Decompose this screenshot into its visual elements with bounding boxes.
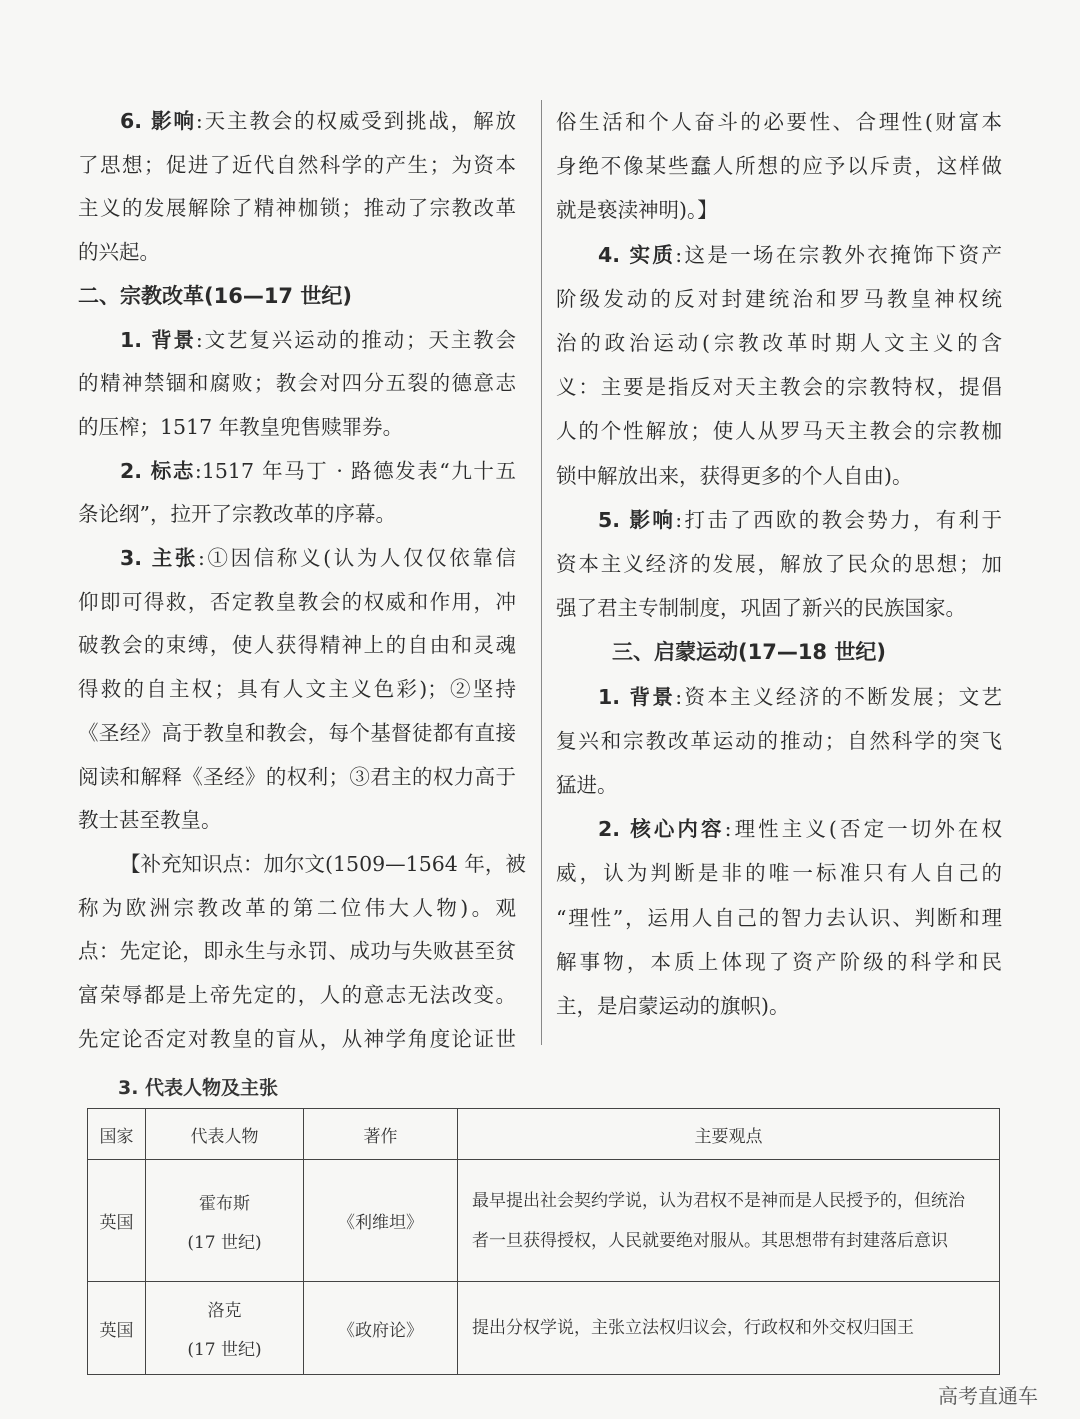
person-era: (17 世纪) — [187, 1232, 262, 1253]
label: 5. 影响 — [598, 507, 676, 532]
text-line: 教士甚至教皇。 — [78, 808, 222, 833]
label: 1. 背景 — [598, 684, 676, 709]
person-era: (17 世纪) — [187, 1340, 262, 1360]
table-title: 3. 代表人物及主张 — [118, 1077, 279, 1099]
text-line: 解事物，本质上体现了资产阶级的科学和民 — [556, 949, 1002, 974]
text-line: 猛进。 — [556, 773, 618, 798]
label: 2. 核心内容 — [598, 817, 725, 842]
section-heading-reformation: 二、宗教改革(16—17 世纪) — [78, 283, 352, 308]
text-line: 俗生活和个人奋斗的必要性、合理性(财富本 — [556, 110, 1002, 134]
text-line: 先定论否定对教皇的盲从，从神学角度论证世 — [78, 1026, 516, 1051]
text-line: 的压榨；1517 年教皇兜售赎罪券。 — [78, 414, 404, 439]
text-line: 阅读和解释《圣经》的权利；③君主的权力高于 — [78, 764, 516, 789]
paragraph-impact — [556, 498, 1002, 542]
text: :1517 年马丁 · 路德发表“九十五 — [194, 458, 516, 483]
text: :打击了西欧的教会势力，有利于 — [675, 507, 1002, 532]
label: 1. 背景 — [120, 327, 196, 352]
view-line: 最早提出社会契约学说，认为君权不是神而是人民授予的，但统治 — [472, 1190, 965, 1211]
cell-country: 英国 — [88, 1282, 146, 1375]
view-line: 者一旦获得授权，人民就要绝对服从。其思想带有封建落后意识 — [472, 1230, 948, 1251]
text: :这是一场在宗教外衣掩饰下资产 — [675, 242, 1002, 267]
text-line: 条论纲”，拉开了宗教改革的序幕。 — [78, 502, 396, 527]
cell-view — [458, 1160, 1000, 1282]
header-work: 著作 — [304, 1109, 458, 1160]
text: :理性主义(否定一切外在权 — [724, 817, 1002, 842]
cell-country: 英国 — [88, 1160, 146, 1282]
text-line: 复兴和宗教改革运动的推动；自然科学的突飞 — [556, 728, 1002, 753]
paragraph-sign — [78, 450, 516, 494]
cell-work: 《利维坦》 — [304, 1160, 458, 1282]
paragraph-background — [78, 319, 516, 363]
text-line: 富荣辱都是上帝先定的，人的意志无法改变。 — [78, 983, 516, 1008]
person-name: 洛克 — [207, 1301, 242, 1321]
text-line: 人的个性解放；使人从罗马天主教会的宗教枷 — [556, 419, 1002, 444]
text-line: 破教会的束缚，使人获得精神上的自由和灵魂 — [78, 633, 516, 658]
cell-work: 《政府论》 — [304, 1282, 458, 1375]
paragraph-background — [556, 675, 1002, 719]
text-line: “理性”，运用人自己的智力去认识、判断和理 — [556, 905, 1002, 930]
text: :①因信称义(认为人仅仅依靠信 — [198, 546, 516, 571]
header-view: 主要观点 — [458, 1109, 1000, 1160]
header-person: 代表人物 — [146, 1109, 304, 1160]
text-line: 锁中解放出来，获得更多的个人自由)。 — [556, 463, 913, 488]
cell-person — [146, 1282, 304, 1375]
text-line: 点：先定论，即永生与永罚、成功与失败甚至贫 — [78, 939, 516, 964]
paragraph-claims — [78, 537, 516, 581]
text-line: 阶级发动的反对封建统治和罗马教皇神权统 — [556, 286, 1002, 311]
text: :资本主义经济的不断发展；文艺 — [675, 684, 1002, 709]
person-name: 霍布斯 — [199, 1193, 250, 1214]
section-heading-enlightenment: 三、启蒙运动(17—18 世纪) — [612, 640, 886, 665]
text-line: 威，认为判断是非的唯一标准只有人自己的 — [556, 861, 1002, 886]
table-header-row — [88, 1109, 1000, 1160]
left-column — [78, 100, 526, 1061]
paragraph-core-content — [556, 807, 1002, 851]
cell-view — [458, 1282, 1000, 1375]
header-country: 国家 — [88, 1109, 146, 1160]
label: 4. 实质 — [598, 242, 676, 267]
text-line: 的精神禁锢和腐败；教会对四分五裂的德意志 — [78, 371, 516, 396]
cell-person — [146, 1160, 304, 1282]
text: :文艺复兴运动的推动；天主教会 — [195, 327, 516, 352]
column-divider — [541, 100, 542, 1045]
text-line: 得救的自主权；具有人文主义色彩)；②坚持 — [78, 677, 516, 702]
text-line: 称为欧洲宗教改革的第二位伟大人物)。观 — [78, 895, 516, 920]
label: 2. 标志 — [120, 458, 195, 483]
label: 6. 影响 — [120, 109, 196, 133]
right-column — [556, 100, 1002, 1028]
text-line: 仰即可得救，否定教皇教会的权威和作用，冲 — [78, 589, 516, 614]
watermark: 高考直通车 — [938, 1384, 1038, 1408]
text-line: 治的政治运动(宗教改革时期人文主义的含 — [556, 331, 1002, 356]
text-line: 强了君主专制制度，巩固了新兴的民族国家。 — [556, 596, 966, 621]
text-line: 的兴起。 — [78, 240, 160, 265]
text-line: 义：主要是指反对天主教会的宗教特权，提倡 — [556, 375, 1002, 400]
table-row — [88, 1282, 1000, 1375]
view-line: 提出分权学说，主张立法权归议会，行政权和外交权归国王 — [472, 1318, 914, 1338]
text-line: 就是亵渎神明)。】 — [556, 198, 718, 223]
text-line: 主，是启蒙运动的旗帜)。 — [556, 994, 790, 1019]
supplement-line: 【补充知识点：加尔文(1509—1564 年，被 — [120, 851, 526, 876]
paragraph-essence — [556, 233, 1002, 277]
paragraph-impact — [78, 100, 516, 144]
text-line: 身绝不像某些蠢人所想的应予以斥责，这样做 — [556, 154, 1002, 179]
text: :天主教会的权威受到挑战，解放 — [195, 109, 516, 133]
label: 3. 主张 — [120, 546, 199, 571]
text-line: 资本主义经济的发展，解放了民众的思想；加 — [556, 552, 1002, 577]
representatives-table — [87, 1108, 1000, 1375]
text-line: 了思想；促进了近代自然科学的产生；为资本 — [78, 152, 516, 177]
table-row — [88, 1160, 1000, 1282]
text-line: 《圣经》高于教皇和教会，每个基督徒都有直接 — [78, 720, 516, 745]
text-line: 主义的发展解除了精神枷锁；推动了宗教改革 — [78, 196, 516, 221]
